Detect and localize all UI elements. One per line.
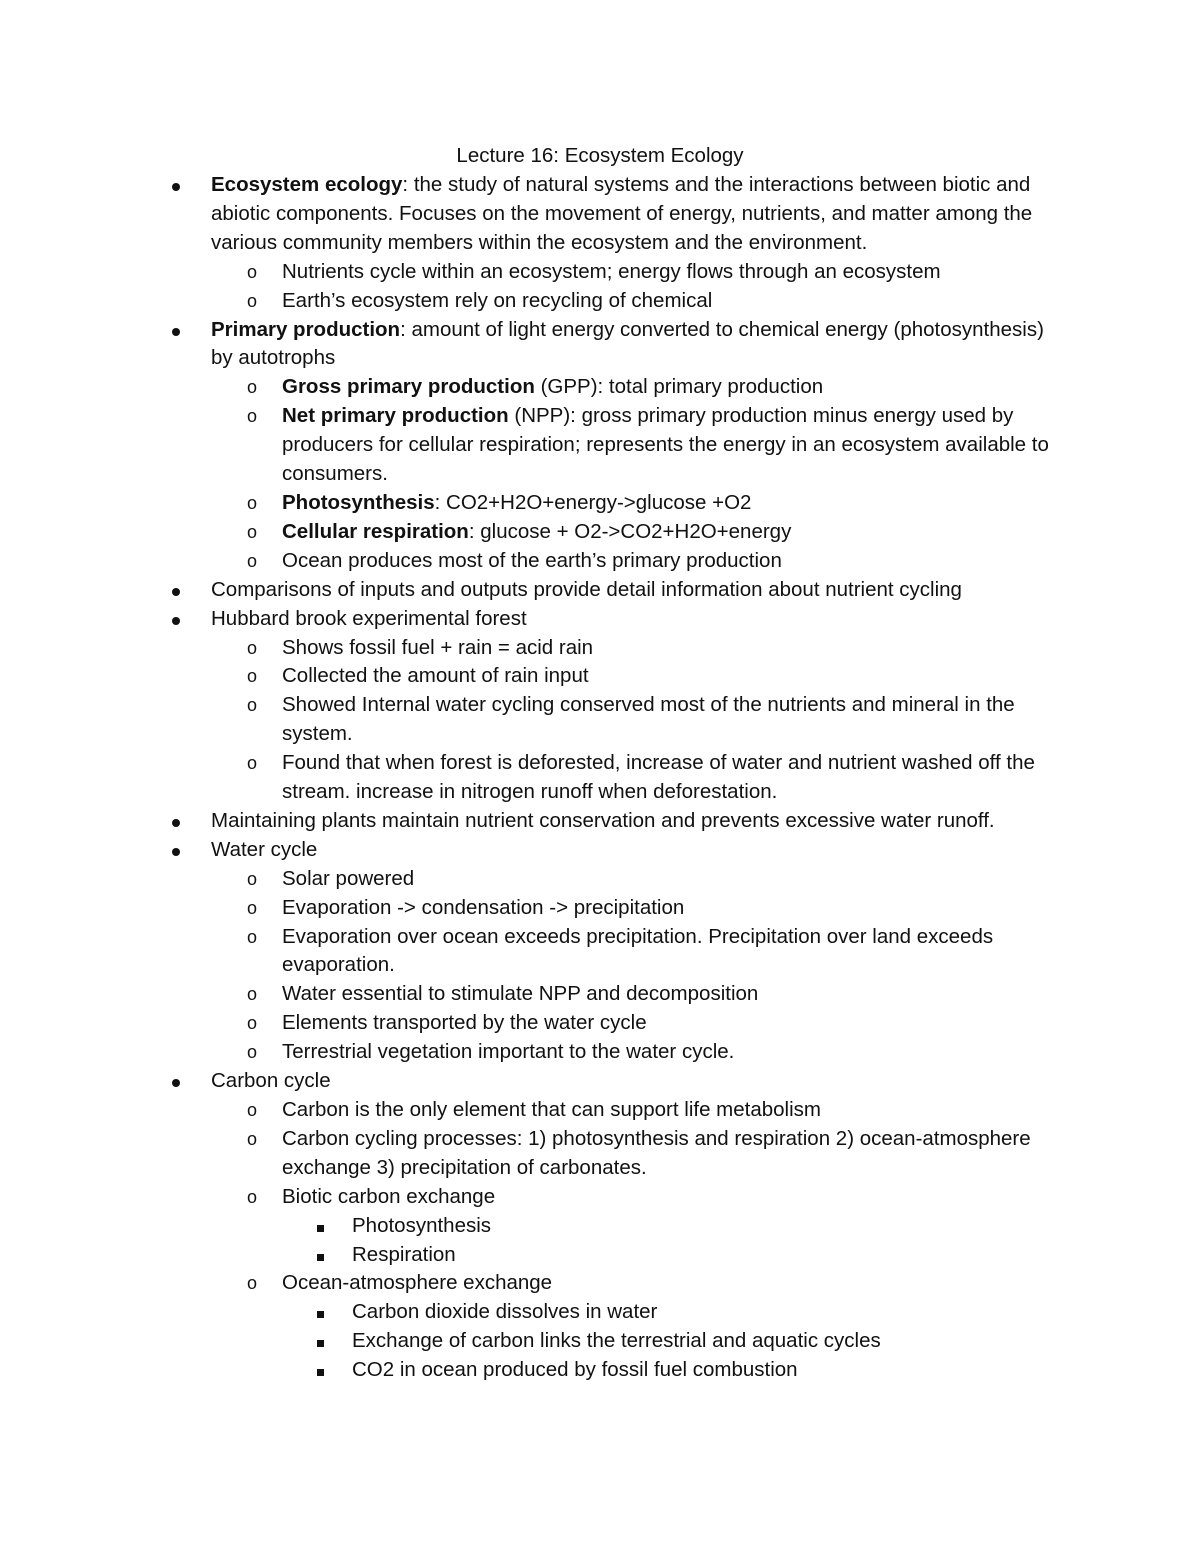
sub-item-text: : CO2+H2O+energy->glucose +O2: [434, 490, 752, 514]
sub-item-text: Ocean-atmosphere exchange: [282, 1271, 553, 1295]
sub-item-text: Terrestrial vegetation important to the water cycle.: [282, 1040, 735, 1064]
bullet-icon: [172, 605, 180, 634]
sub-item-text: Earth’s ecosystem rely on recycling of chemical: [282, 288, 713, 312]
sub-sub-item-text: Respiration: [352, 1242, 456, 1266]
circle-bullet-icon: o: [247, 377, 258, 398]
bullet-icon: [172, 807, 180, 836]
list-item-maintaining: [0, 807, 1051, 836]
circle-bullet-icon: o: [247, 897, 258, 918]
sub-sub-item-text: CO2 in ocean produced by fossil fuel combustion: [352, 1358, 798, 1382]
sub-item: [0, 1009, 1052, 1038]
sub-sub-item: [0, 1356, 1052, 1385]
sub-item-npp: [0, 402, 1052, 489]
circle-bullet-icon: o: [247, 550, 258, 571]
bullet-icon: [172, 836, 180, 865]
sub-item: [0, 1038, 1052, 1067]
sub-item: [0, 1269, 1052, 1298]
bullet-icon: [172, 576, 180, 605]
circle-bullet-icon: o: [247, 1186, 258, 1207]
sub-sub-item-text: Carbon dioxide dissolves in water: [352, 1300, 658, 1324]
sub-item-text: Ocean produces most of the earth’s primary production: [282, 548, 782, 572]
sub-item-gpp: [0, 373, 1052, 402]
circle-bullet-icon: o: [247, 492, 258, 513]
list-item-ecosystem-ecology: [0, 171, 1051, 258]
circle-bullet-icon: o: [247, 1273, 258, 1294]
term-ecosystem-ecology: Ecosystem ecology: [211, 173, 403, 196]
sub-item-text: Showed Internal water cycling conserved most of the nutrients and mineral in the system.: [282, 693, 1015, 746]
circle-bullet-icon: o: [247, 753, 258, 774]
term-gpp: Gross primary production: [282, 375, 535, 399]
circle-bullet-icon: o: [247, 1100, 258, 1120]
sub-item-text: Found that when forest is deforested, increase of water and nutrient washed off the stream. increase in nitrogen runoff when deforestation.: [282, 751, 1035, 804]
sub-item: [0, 662, 1052, 691]
item-text: Hubbard brook experimental forest: [211, 606, 527, 630]
sub-sub-item: [0, 1212, 1052, 1241]
sub-item: [0, 691, 1052, 749]
sub-item-text: Elements transported by the water cycle: [282, 1011, 647, 1035]
square-bullet-icon: [317, 1327, 324, 1356]
sub-item-text: Biotic carbon exchange: [282, 1184, 496, 1208]
sub-item-text: Carbon is the only element that can support life metabolism: [282, 1098, 821, 1121]
sub-item: [0, 1125, 1052, 1183]
circle-bullet-icon: o: [247, 1128, 258, 1149]
sub-item-text: Evaporation -> condensation -> precipitation: [282, 895, 685, 919]
sub-item-text: Carbon cycling processes: 1) photosynthesis and respiration 2) ocean-atmosphere exchange 3) precipitation of carbonates.: [282, 1126, 1031, 1179]
page-title: Lecture 16: Ecosystem Ecology: [456, 144, 744, 167]
sub-sub-item: [0, 1298, 1052, 1327]
circle-bullet-icon: o: [247, 868, 258, 889]
circle-bullet-icon: o: [247, 637, 258, 658]
circle-bullet-icon: o: [247, 926, 258, 947]
item-text: Carbon cycle: [211, 1069, 331, 1093]
sub-item: [0, 1096, 1052, 1125]
sub-item: [0, 865, 1052, 894]
sub-item-photosynthesis: [0, 489, 1052, 518]
circle-bullet-icon: o: [247, 695, 258, 716]
sub-item: [0, 634, 1052, 663]
list-item-comparisons: [0, 576, 1051, 605]
bullet-icon: [172, 171, 180, 200]
term-photosynthesis: Photosynthesis: [282, 490, 435, 514]
notes-list: [0, 171, 1200, 1385]
sub-item-text: Collected the amount of rain input: [282, 664, 589, 688]
term-cellular-respiration: Cellular respiration: [282, 519, 469, 543]
square-bullet-icon: [317, 1298, 324, 1327]
list-item-carbon-cycle: [0, 1067, 1051, 1096]
sub-item: [0, 980, 1052, 1009]
circle-bullet-icon: o: [247, 521, 258, 542]
circle-bullet-icon: o: [247, 261, 258, 282]
sub-item-text: (GPP): total primary production: [534, 375, 824, 399]
square-bullet-icon: [317, 1212, 324, 1241]
circle-bullet-icon: o: [247, 666, 258, 687]
term-primary-production: Primary production: [211, 317, 401, 341]
sub-item-text: (NPP): gross primary production minus energy used by producers for cellular respiration; represents the energy in an ecosystem available to consumers.: [282, 404, 1049, 486]
sub-item-text: Nutrients cycle within an ecosystem; energy flows through an ecosystem: [282, 259, 941, 283]
item-text: Water cycle: [211, 837, 318, 861]
sub-item: [0, 1183, 1052, 1212]
circle-bullet-icon: o: [247, 984, 258, 1005]
list-item-primary-production: [0, 316, 1051, 374]
circle-bullet-icon: o: [247, 290, 258, 311]
sub-sub-item: [0, 1241, 1052, 1270]
bullet-icon: [172, 1067, 180, 1096]
sub-item: [0, 923, 1052, 981]
square-bullet-icon: [317, 1241, 324, 1270]
sub-item: [0, 894, 1052, 923]
sub-sub-item-text: Photosynthesis: [352, 1213, 492, 1237]
sub-item-respiration: [0, 518, 1052, 547]
list-item-water-cycle: [0, 836, 1051, 865]
item-text: Maintaining plants maintain nutrient conservation and prevents excessive water runoff.: [211, 808, 995, 832]
sub-item-text: : glucose + O2->CO2+H2O+energy: [468, 519, 792, 543]
item-text: Comparisons of inputs and outputs provide detail information about nutrient cycling: [211, 577, 962, 601]
circle-bullet-icon: o: [247, 1013, 258, 1034]
sub-item-text: Solar powered: [282, 866, 415, 890]
sub-item-text: Water essential to stimulate NPP and decomposition: [282, 982, 759, 1006]
sub-sub-item-text: Exchange of carbon links the terrestrial and aquatic cycles: [352, 1329, 881, 1353]
sub-item: [0, 287, 1052, 316]
sub-item: [0, 749, 1052, 807]
bullet-icon: [172, 316, 180, 345]
definition-text: : amount of light energy converted to chemical energy (photosynthesis) by autotrophs: [211, 317, 1044, 370]
sub-item: [0, 547, 1052, 576]
circle-bullet-icon: o: [247, 406, 258, 427]
circle-bullet-icon: o: [247, 1042, 258, 1063]
definition-text: : the study of natural systems and the interactions between biotic and abiotic components. Focuses on the movement of energy, nutrients, and matter among the various community members within the ecosystem and the environment.: [211, 173, 1033, 254]
sub-item-text: Evaporation over ocean exceeds precipitation. Precipitation over land exceeds evaporation.: [282, 924, 994, 977]
sub-item-text: Shows fossil fuel + rain = acid rain: [282, 635, 594, 659]
term-npp: Net primary production: [282, 404, 509, 428]
sub-sub-item: [0, 1327, 1052, 1356]
sub-item: [0, 258, 1052, 287]
list-item-hubbard: [0, 605, 1051, 634]
square-bullet-icon: [317, 1356, 324, 1385]
